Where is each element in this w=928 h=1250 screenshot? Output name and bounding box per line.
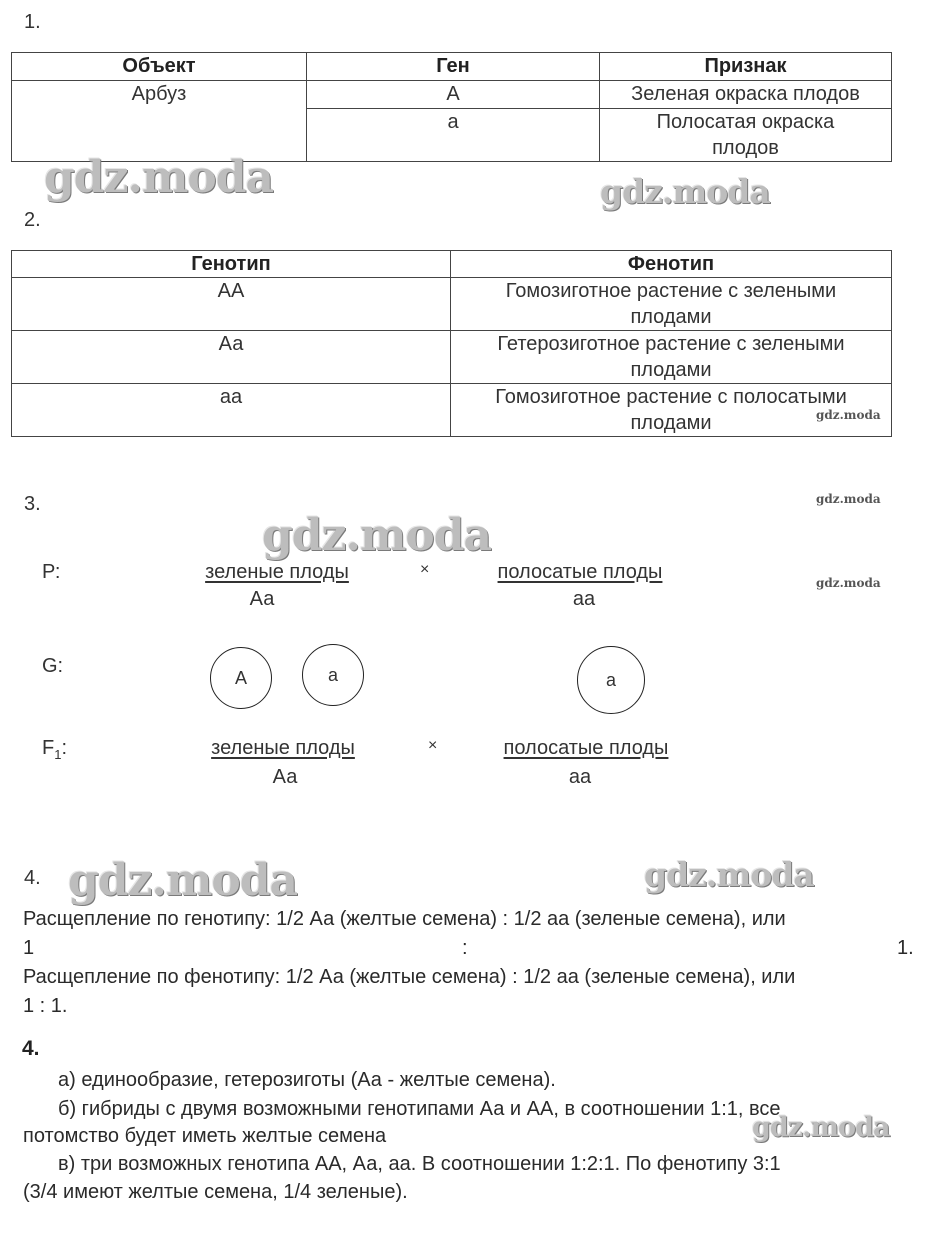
phenotype-line: плодами [630, 412, 712, 434]
header-gene: Ген [307, 53, 600, 81]
phenotype-split-line: Расщепление по фенотипу: 1/2 Аа (желтые семена) : 1/2 аа (зеленые семена), или [23, 966, 796, 988]
phenotype-cell [451, 278, 892, 331]
parent-right-genotype: аа [572, 588, 596, 610]
genotype-table [11, 250, 892, 437]
ratio-2: 1. [897, 937, 914, 959]
gamete-circle [210, 647, 272, 709]
f1-left-genotype: Аа [272, 766, 298, 788]
section-2-number: 2. [24, 209, 41, 231]
phenotype-line: Гомозиготное растение с полосатыми [495, 386, 847, 408]
watermark: gdz.moda [44, 152, 274, 203]
gene-table [11, 52, 892, 162]
parent-left-genotype: Аа [249, 588, 275, 610]
phenotype-cell [451, 331, 892, 384]
trait-cell: Зеленая окраска плодов [600, 81, 892, 109]
watermark: gdz.moda [816, 576, 881, 590]
phenotype-ratio-line: 1 : 1. [23, 995, 68, 1017]
gene-cell: А [307, 81, 600, 109]
f1-letter: F [42, 737, 55, 759]
gamete-circle [577, 646, 645, 714]
answer-c-line1: в) три возможных генотипа АА, Аа, аа. В соотношении 1:2:1. По фенотипу 3:1 [58, 1153, 781, 1175]
g-label: G: [42, 655, 64, 677]
watermark: gdz.moda [816, 492, 881, 506]
ratio-1: 1 [23, 937, 35, 959]
watermark: gdz.moda [262, 510, 492, 561]
f1-label [42, 737, 67, 762]
answer-b-line2: потомство будет иметь желтые семена [23, 1125, 387, 1147]
gamete-label: а [605, 669, 616, 690]
answer-a: а) единообразие, гетерозиготы (Аа - желтые семена). [58, 1069, 556, 1091]
p-label: Р: [42, 561, 61, 583]
trait-line: плодов [712, 137, 779, 159]
header-phenotype: Фенотип [451, 251, 892, 278]
watermark: gdz.moda [68, 855, 298, 906]
watermark: gdz.moda [644, 855, 814, 894]
f1-subscript: 1 [54, 747, 62, 762]
section-5-number: 4. [22, 1037, 40, 1060]
cross-sign: × [428, 737, 438, 754]
f1-colon: : [61, 737, 68, 759]
parent-left-phenotype: зеленые плоды [205, 561, 349, 583]
f1-right-phenotype: полосатые плоды [503, 737, 669, 759]
cross-sign: × [420, 561, 430, 578]
genotype-split-line: Расщепление по генотипу: 1/2 Аа (желтые семена) : 1/2 аа (зеленые семена), или [23, 908, 786, 930]
section-4-number: 4. [24, 867, 41, 889]
parent-right-phenotype: полосатые плоды [497, 561, 663, 583]
gamete-label: а [327, 664, 338, 685]
trait-line: Полосатая окраска [656, 111, 835, 133]
phenotype-line: Гетерозиготное растение с зелеными [497, 333, 845, 355]
trait-cell [600, 109, 892, 162]
genotype-cell: АА [12, 278, 451, 331]
section-3-number: 3. [24, 493, 41, 515]
f1-left-phenotype: зеленые плоды [211, 737, 355, 759]
gamete-label: А [234, 667, 247, 688]
phenotype-line: Гомозиготное растение с зелеными [505, 280, 837, 302]
header-genotype: Генотип [12, 251, 451, 278]
phenotype-line: плодами [630, 359, 712, 381]
watermark: gdz.moda [600, 172, 770, 211]
genotype-cell: аа [12, 384, 451, 437]
watermark: gdz.moda [752, 1112, 890, 1143]
genotype-cell: Аа [12, 331, 451, 384]
section-1-number: 1. [24, 11, 41, 33]
header-object: Объект [12, 53, 307, 81]
object-cell: Арбуз [12, 81, 307, 162]
f1-right-genotype: аа [568, 766, 592, 788]
ratio-colon: : [462, 937, 468, 959]
phenotype-line: плодами [630, 306, 712, 328]
watermark: gdz.moda [816, 408, 881, 422]
answer-c-line2: (3/4 имеют желтые семена, 1/4 зеленые). [23, 1181, 408, 1203]
gene-cell: а [307, 109, 600, 162]
gamete-circle [302, 644, 364, 706]
header-trait: Признак [600, 53, 892, 81]
answer-b-line1: б) гибриды с двумя возможными генотипами Аа и АА, в соотношении 1:1, все [58, 1098, 781, 1120]
